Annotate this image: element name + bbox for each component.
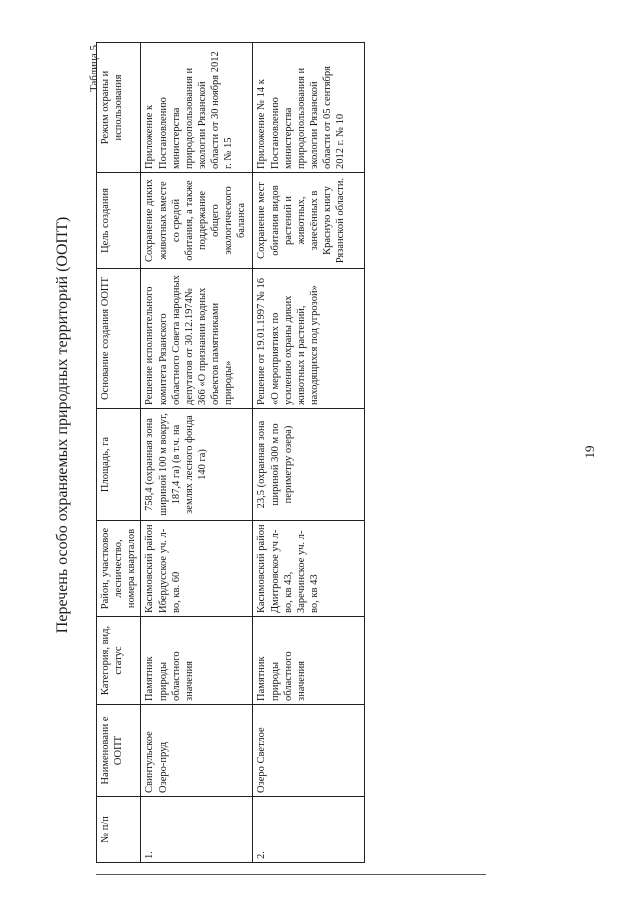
cell-area: 758,4 (охранная зона шириной 100 м вокруг, 187,4 га) (в т.ч. на землях лесного фонда 140 га): [141, 409, 253, 521]
cell-category: Памятник природы областного значения: [141, 617, 253, 705]
table-row: [141, 43, 253, 863]
col-header-area: Площадь, га: [97, 409, 141, 521]
col-header-num: № п/п: [97, 797, 141, 863]
cell-regime: Приложение № 14 к Постановлению министерства природопользования и экологии Рязанской области от 05 сентября 2012 г. № 10: [253, 43, 365, 173]
scan-edge-line: [96, 874, 486, 875]
cell-goal: Сохранение диких животных вместе со средой обитания, а также поддержание общего экологического баланса: [141, 173, 253, 269]
table-caption: Таблица 5: [88, 45, 100, 93]
col-header-basis: Основание создания ООПТ: [97, 269, 141, 409]
cell-basis: Решение от 19.01.1997 № 16 «О мероприятиях по усилению охраны диких животных и растений, находящихся под угрозой»: [253, 269, 365, 409]
table-header-row: [97, 43, 141, 863]
cell-regime: Приложение к Постановлению министерства природопользования и экологии Рязанской области от 30 ноября 2012 г. № 15: [141, 43, 253, 173]
cell-district: Касимовский район Ибердусское уч. л-во, кв. 60: [141, 521, 253, 617]
cell-num: 2.: [253, 797, 365, 863]
cell-name: Свинтульское Озеро-пруд: [141, 705, 253, 797]
page-number: 19: [582, 445, 597, 459]
col-header-district: Район, участковое лесничество, номера кварталов: [97, 521, 141, 617]
cell-goal: Сохранение мест обитания видов растений и животных, занесённых в Красную книгу Рязанской области.: [253, 173, 365, 269]
col-header-category: Категория, вид, статус: [97, 617, 141, 705]
col-header-goal: Цель создания: [97, 173, 141, 269]
cell-district: Касимовский район Дмитровское уч л-во, кв 43, Заречинское уч. л-во, кв 43: [253, 521, 365, 617]
cell-basis: Решение исполнительного комитета Рязанского областного Совета народных депутатов от 30.12.1974№ 366 «О признании водных объектов памятниками природы»: [141, 269, 253, 409]
table-row: [253, 43, 365, 863]
cell-category: Памятник природы областного значения: [253, 617, 365, 705]
page-title: Перечень особо охраняемых природных территорий (ООПТ): [54, 216, 71, 634]
col-header-regime: Режим охраны и использования: [97, 43, 141, 173]
cell-area: 23,5 (охранная зона шириной 300 м по периметру озера): [253, 409, 365, 521]
col-header-name: Наименовани е ООПТ: [97, 705, 141, 797]
cell-name: Озеро Светлое: [253, 705, 365, 797]
oopt-table: [96, 42, 365, 863]
cell-num: 1.: [141, 797, 253, 863]
